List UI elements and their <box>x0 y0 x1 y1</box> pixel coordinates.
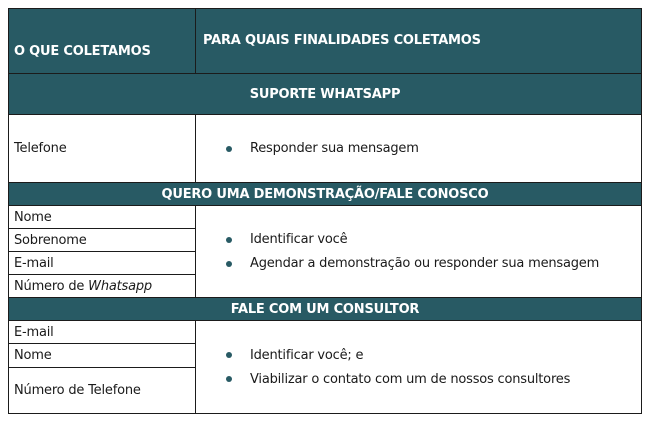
column-header-left-label: O QUE COLETAMOS <box>14 44 151 59</box>
purpose-text: Agendar a demonstração ou responder sua mensagem <box>250 256 600 271</box>
column-header-right-label: PARA QUAIS FINALIDADES COLETAMOS <box>203 33 481 48</box>
purpose-item <box>226 228 641 252</box>
field-cell-surname <box>8 228 196 252</box>
section-header-consultant <box>8 297 642 321</box>
purposes-cell-whatsapp <box>195 114 642 183</box>
field-label: E-mail <box>14 324 54 340</box>
section-header-demo-contact <box>8 182 642 206</box>
field-cell-email <box>8 320 196 344</box>
bullet-icon <box>226 261 232 267</box>
bullet-icon <box>226 352 232 358</box>
field-label-italic: Whatsapp <box>88 278 152 294</box>
purpose-item <box>226 252 641 276</box>
section-title: FALE COM UM CONSULTOR <box>230 301 420 317</box>
section-header-whatsapp-support <box>8 73 642 115</box>
bullet-icon <box>226 237 232 243</box>
field-cell-phone <box>8 114 196 183</box>
purposes-cell-consultant <box>195 320 642 414</box>
field-cell-whatsapp-number <box>8 274 196 298</box>
column-header-what-we-collect <box>8 8 196 74</box>
purposes-cell-demo <box>195 205 642 298</box>
field-label: Nome <box>14 348 52 363</box>
purpose-item <box>226 343 641 367</box>
purpose-text: Identificar você; e <box>250 347 364 363</box>
purpose-text: Identificar você <box>250 232 348 247</box>
field-label: E-mail <box>14 255 54 271</box>
field-label: Nome <box>14 209 52 225</box>
section-title: QUERO UMA DEMONSTRAÇÃO/FALE CONOSCO <box>161 186 489 202</box>
bullet-icon <box>226 376 232 382</box>
purpose-text: Viabilizar o contato com um de nossos consultores <box>250 371 571 387</box>
field-label: Número de <box>14 278 85 294</box>
field-label: Sobrenome <box>14 232 87 248</box>
purpose-item <box>226 137 641 161</box>
field-label: Telefone <box>14 141 67 156</box>
purpose-text: Responder sua mensagem <box>250 141 419 156</box>
purpose-item <box>226 367 641 391</box>
field-cell-email <box>8 251 196 275</box>
field-cell-name <box>8 343 196 368</box>
field-cell-phone-number <box>8 367 196 414</box>
bullet-icon <box>226 146 232 152</box>
section-title: SUPORTE WHATSAPP <box>249 86 401 102</box>
field-label: Número de Telefone <box>14 383 141 398</box>
column-header-purposes <box>195 8 642 74</box>
field-cell-name <box>8 205 196 229</box>
